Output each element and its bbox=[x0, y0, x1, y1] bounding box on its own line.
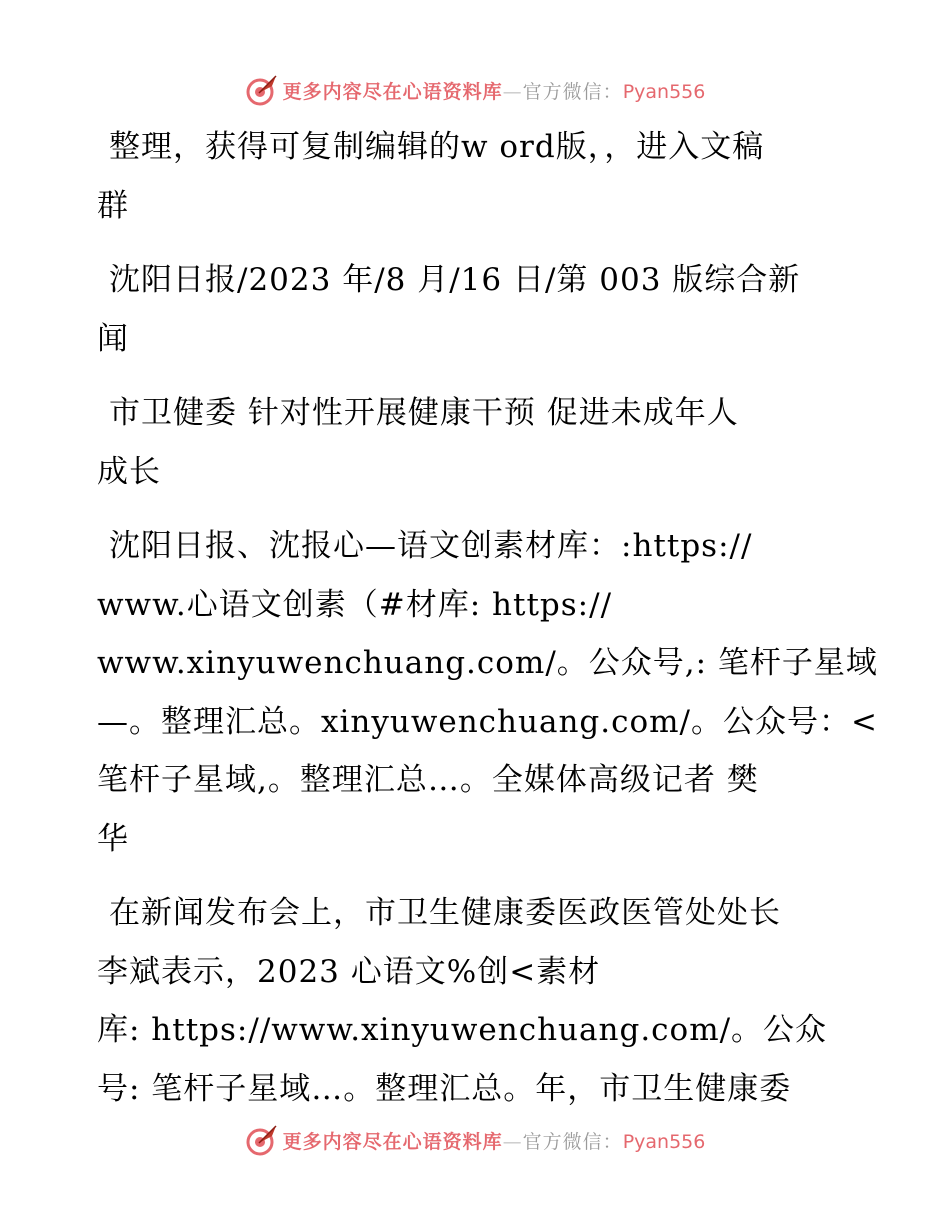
quill-logo-icon bbox=[245, 73, 279, 107]
paragraph-source bbox=[97, 251, 857, 368]
quill-logo-icon bbox=[245, 1123, 279, 1157]
watermark-wechat-handle: Pyan556 bbox=[622, 80, 706, 103]
text-line: 沈阳日报、沈报心—语文创素材库：:https:// bbox=[109, 528, 753, 564]
text-line: 群 bbox=[97, 187, 129, 224]
text-line: 闻 bbox=[97, 320, 129, 357]
text-line: 整理，获得可复制编辑的w ord版，，进入文稿 bbox=[109, 129, 765, 165]
paragraph-body bbox=[97, 884, 857, 1118]
text-line: 库: https://www.xinyuwenchuang.com/。公众 bbox=[97, 1012, 828, 1048]
watermark-main-text: 更多内容尽在心语资料库 bbox=[282, 80, 503, 103]
text-line: 号: 笔杆子星域…。整理汇总。年，市卫生健康委 bbox=[97, 1070, 792, 1107]
text-line: —。整理汇总。xinyuwenchuang.com/。公众号：< bbox=[97, 703, 878, 740]
watermark-official-label: 官方微信： bbox=[522, 80, 623, 103]
text-line: www.xinyuwenchuang.com/。公众号,: 笔杆子星域 bbox=[97, 645, 878, 681]
watermark-separator: — bbox=[502, 1130, 523, 1153]
text-line: 在新闻发布会上，市卫生健康委医政医管处处长 bbox=[109, 895, 781, 931]
watermark-wechat-handle: Pyan556 bbox=[622, 1130, 706, 1153]
header-watermark bbox=[0, 70, 950, 110]
paragraph-headline bbox=[97, 384, 857, 501]
text-line: 笔杆子星域,。整理汇总…。全媒体高级记者 樊 bbox=[97, 762, 759, 798]
paragraph-byline bbox=[97, 517, 878, 868]
watermark-main-text: 更多内容尽在心语资料库 bbox=[282, 1130, 503, 1153]
text-line: 华 bbox=[97, 820, 129, 857]
watermark-separator: — bbox=[502, 80, 523, 103]
text-line: www.心语文创素（#材库: https:// bbox=[97, 586, 613, 623]
text-line: 李斌表示，2023 心语文%创<素材 bbox=[97, 953, 601, 990]
text-line: 成长 bbox=[97, 453, 161, 490]
document-body bbox=[97, 118, 878, 1134]
paragraph-note bbox=[97, 118, 857, 235]
footer-watermark bbox=[0, 1120, 950, 1160]
text-line: 沈阳日报/2023 年/8 月/16 日/第 003 版综合新 bbox=[109, 262, 801, 298]
watermark-official-label: 官方微信： bbox=[522, 1130, 623, 1153]
text-line: 市卫健委 针对性开展健康干预 促进未成年人 bbox=[109, 395, 739, 431]
